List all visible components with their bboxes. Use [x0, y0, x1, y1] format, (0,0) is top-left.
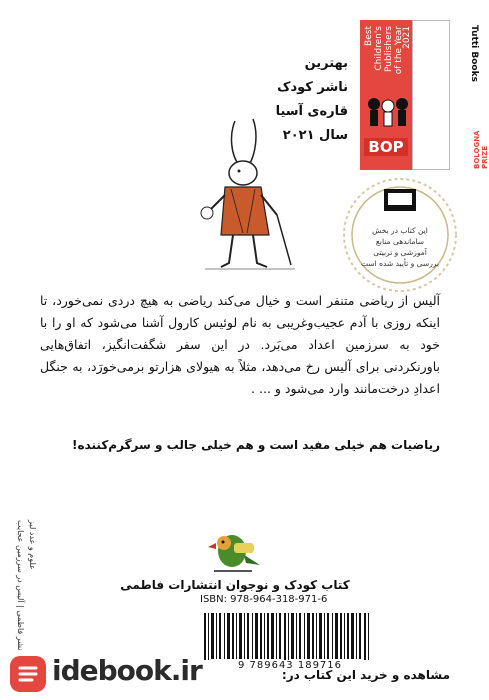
parrot-logo-icon: [204, 525, 264, 575]
award-fa-line-1: بهترین: [304, 56, 348, 71]
award-badge: [360, 20, 489, 170]
seal-badge-icon: [340, 175, 460, 295]
barcode-number: 9 789643 189716: [200, 660, 380, 671]
white-rabbit-illustration: [195, 115, 305, 275]
award-line-2: Children's: [374, 26, 384, 71]
spine-text-2: علوم و عدد لیز: [28, 520, 37, 570]
isbn-label: ISBN: 978-964-318-971-6: [200, 594, 328, 605]
award-fa-line-2: ناشر کودک: [277, 80, 348, 95]
book-tagline: ریاضیات هم خیلی مفید است و هم خیلی جالب و سرگرم‌کننده!: [72, 438, 440, 452]
idebook-logo-text[interactable]: idebook.ir: [52, 654, 202, 687]
fair-label: BOLOGNA PRIZE: [473, 130, 489, 169]
chess-pieces-icon: [362, 92, 410, 132]
award-fa-line-3: قاره‌ی آسیا: [275, 104, 348, 119]
idebook-logo-icon: [10, 656, 46, 692]
award-badge-white-panel: [412, 20, 489, 170]
award-line-3: Publishers: [384, 26, 394, 73]
award-line-5: 2021: [402, 26, 412, 49]
bop-label: BOP: [364, 138, 408, 156]
spine-text-1: نشر فاطمی | آلیس در سرزمین عجایب: [16, 520, 25, 651]
footer-cta: مشاهده و خرید این کتاب در:: [281, 668, 450, 682]
award-fa-line-4: سال ۲۰۲۱: [282, 128, 348, 143]
award-line-4: of the Year: [394, 26, 404, 75]
brand-label: Tutti Books: [469, 25, 479, 82]
award-line-1: Best: [364, 26, 374, 46]
seal-line-2: ساماندهی منابع: [375, 237, 425, 246]
seal-line-4: بررسی و تأیید شده است: [360, 259, 440, 268]
seal-line-3: آموزشی و تربیتی: [373, 248, 427, 257]
publisher-name: کتاب کودک و نوجوان انتشارات فاطمی: [120, 578, 350, 592]
book-description: آلیس از ریاضی متنفر است و خیال می‌کند ریاضی به هیچ دردی نمی‌خورد، تا اینکه روزی با آدم عجیب‌وغریبی به نام لوئیس کارول آشنا می‌شود که او را با خود به سرزمین اعداد می‌بَرد. در این سفر شگفت‌انگیز، اتفاق‌هایی باورنکردنی برای آلیس رخ می‌دهد، مثلاً به هیولای هزارتو برمی‌خورَد، به جنگل اعدادِ درخت‌مانند وارد می‌شود و ... .: [40, 293, 440, 396]
seal-line-1: این کتاب در بخش: [372, 226, 428, 235]
approval-seal: [340, 175, 460, 295]
